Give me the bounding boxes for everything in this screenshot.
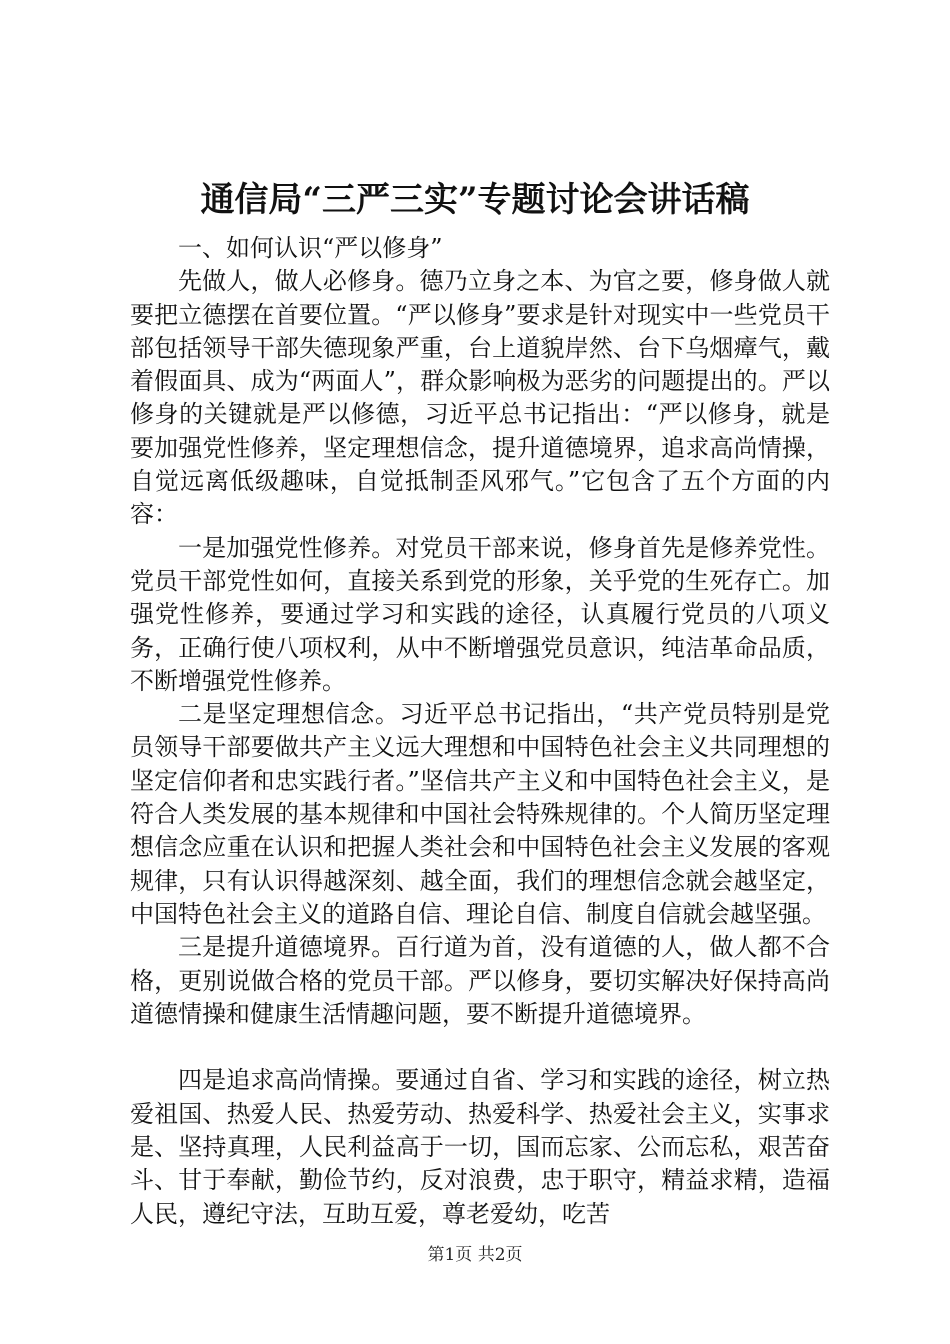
paragraph-party-spirit: 一是加强党性修养。对党员干部来说，修身首先是修养党性。党员干部党性如何，直接关系到党的形象，关乎党的生死存亡。加强党性修养，要通过学习和实践的途径，认真履行党员的八项义务，正确行使八项权利，从中不断增强党员意识，纯洁革命品质，不断增强党性修养。 — [130, 533, 830, 695]
paragraph-sentiment: 四是追求高尚情操。要通过自省、学习和实践的途径，树立热爱祖国、热爱人民、热爱劳动、热爱科学、热爱社会主义，实事求是、坚持真理，人民利益高于一切，国而忘家、公而忘私，艰苦奋斗、甘于奉献，勤俭节约，反对浪费，忠于职守，精益求精，造福人民，遵纪守法，互助互爱，尊老爱幼，吃苦 — [130, 1066, 830, 1228]
document-body — [130, 232, 830, 1231]
paragraph-morality: 三是提升道德境界。百行道为首，没有道德的人，做人都不合格，更别说做合格的党员干部。严以修身，要切实解决好保持高尚道德情操和健康生活情趣问题，要不断提升道德境界。 — [130, 933, 830, 1028]
paragraph-intro: 先做人，做人必修身。德乃立身之本、为官之要，修身做人就要把立德摆在首要位置。“严以修身”要求是针对现实中一些党员干部包括领导干部失德现象严重，台上道貌岸然、台下乌烟瘴气，戴着假面具、成为“两面人”，群众影响极为恶劣的问题提出的。严以修身的关键就是严以修德，习近平总书记指出：“严以修身，就是要加强党性修养，坚定理想信念，提升道德境界，追求高尚情操，自觉远离低级趣味，自觉抵制歪风邪气。”它包含了五个方面的内容： — [130, 267, 830, 529]
document-title: 通信局“三严三实”专题讨论会讲话稿 — [200, 180, 750, 220]
section-heading: 一、如何认识“严以修身” — [178, 234, 443, 262]
page-footer: 第1页 共2页 — [427, 1245, 523, 1265]
paragraph-ideals: 二是坚定理想信念。习近平总书记指出，“共产党员特别是党员领导干部要做共产主义远大理想和中国特色社会主义共同理想的坚定信仰者和忠实践行者。”坚信共产主义和中国特色社会主义，是符合人类发展的基本规律和中国社会特殊规律的。个人简历坚定理想信念应重在认识和把握人类社会和中国特色社会主义发展的客观规律，只有认识得越深刻、越全面，我们的理想信念就会越坚定，中国特色社会主义的道路自信、理论自信、制度自信就会越坚强。 — [130, 700, 830, 928]
paragraph-spacer — [130, 1031, 830, 1064]
